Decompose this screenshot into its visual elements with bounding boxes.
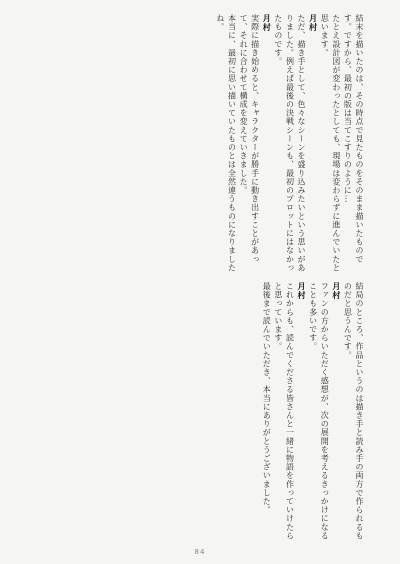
body-paragraph: 結末を描いたのは、その時点で見たものをそのまま描いたものです。ですから、最初の版は当てこすりのように… (343, 14, 364, 264)
body-paragraph: 実際に描き始めると、キャラクターが勝手に動き出すことがあって、それに合わせて構成を変えていきました。 (239, 14, 260, 264)
page-number: 84 (194, 548, 206, 556)
body-paragraph: 最後まで読んでいただき、本当にありがとうございました。 (262, 282, 272, 515)
speaker-label: 月村 (262, 14, 272, 32)
speaker-label: 月村 (308, 14, 318, 32)
body-paragraph: ファンの方からいただく感想が、次の展開を考えるきっかけになることも多いです。 (308, 282, 330, 540)
speaker-label: 月村 (297, 282, 307, 300)
speaker-label: 月村 (331, 282, 341, 300)
top-text-tier (0, 14, 400, 274)
bottom-text-column (40, 282, 365, 542)
body-paragraph: たとえ設計図が変わったとしても、現場は変わらずに進んでいたと思います。 (320, 14, 341, 272)
bottom-text-tier (0, 282, 400, 542)
body-paragraph: これからも、読んでくださる皆さんと一緒に物語を作っていけたらと思っています。 (273, 282, 295, 540)
body-paragraph: 結局のところ、作品というのは描き手と読み手の両方で作られるものだと思うんです。 (343, 282, 364, 540)
body-paragraph: ただ、描き手として、色々なシーンを盛り込みたいという思いがありました。例えば最後の決戦シーンも、最初のプロットにはなかったものです。 (273, 14, 307, 272)
top-text-column (40, 14, 365, 274)
body-paragraph: 本当に、最初に思い描いていたものとは全然違うものになりましたね。 (215, 14, 237, 272)
